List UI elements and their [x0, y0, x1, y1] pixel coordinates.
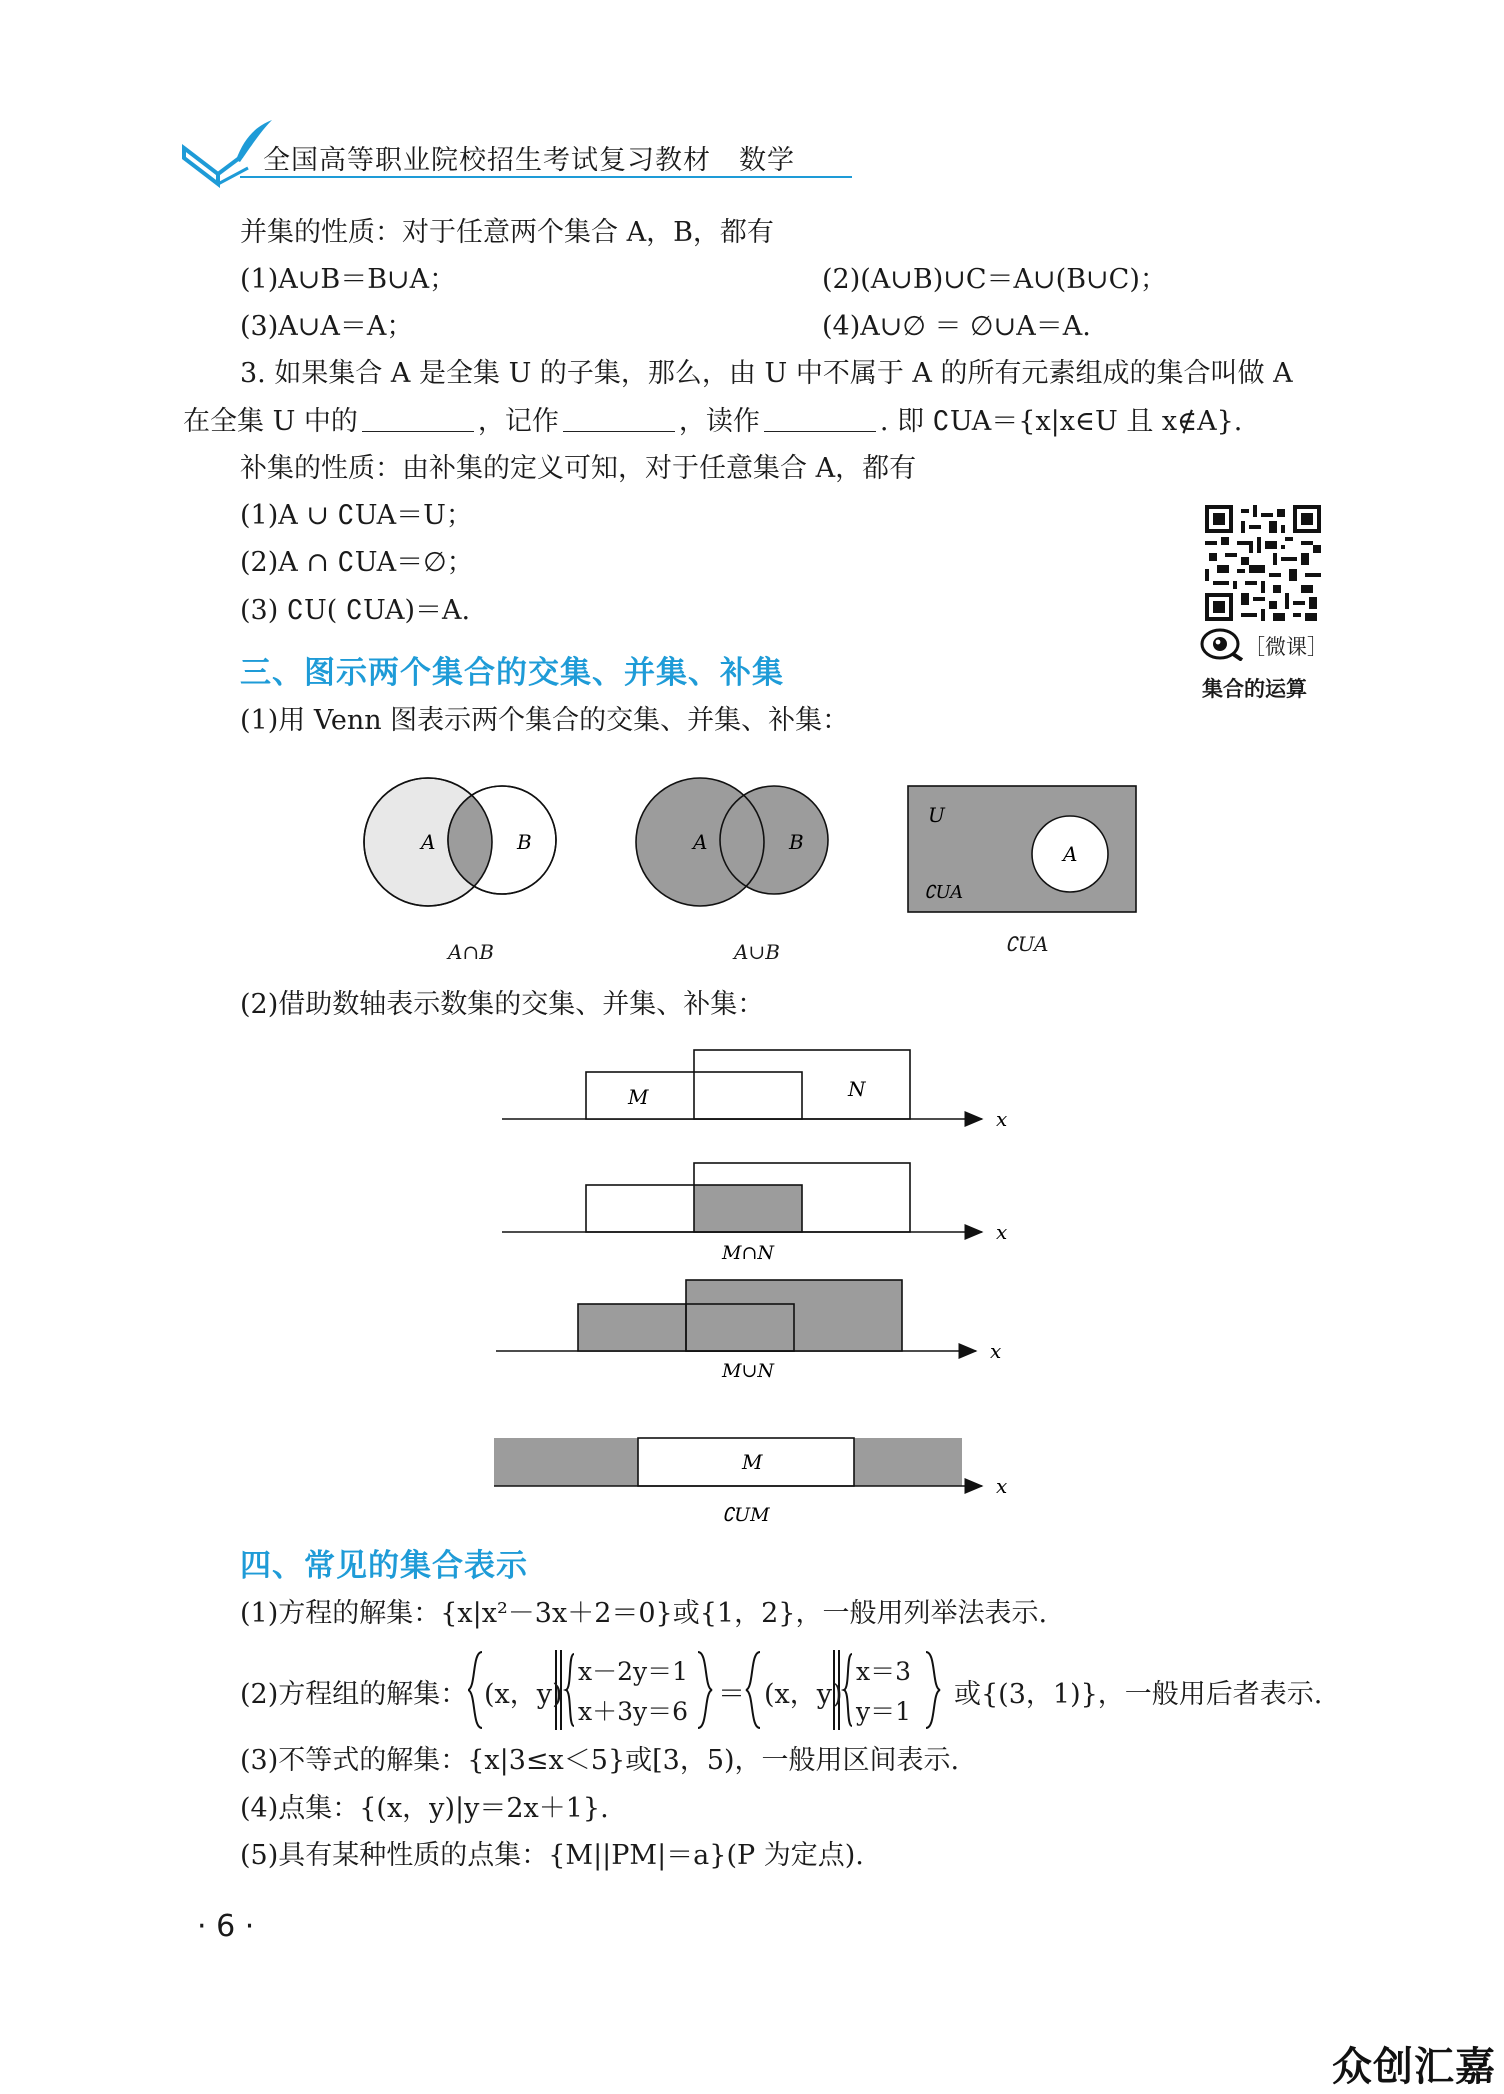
- venn-label-u: U: [928, 803, 945, 827]
- axis-label-x-1: x: [996, 1107, 1008, 1131]
- qr-badge: ［微课］: [1244, 635, 1328, 659]
- venn-label-a: A: [421, 830, 436, 854]
- section-4-item-3: (3)不等式的解集：{x|3≤x＜5}或[3，5)，一般用区间表示.: [240, 1745, 960, 1776]
- section-3-item-1: (1)用 Venn 图表示两个集合的交集、并集、补集：: [240, 705, 850, 736]
- axis-label-m-2: M: [742, 1450, 763, 1474]
- axis-label-x-4: x: [996, 1474, 1008, 1498]
- axis-complement: [494, 1438, 1007, 1526]
- section-3-item-2: (2)借助数轴表示数集的交集、并集、补集：: [240, 989, 765, 1020]
- book-title: 全国高等职业院校招生考试复习教材: [263, 145, 711, 176]
- section-4-item-1: (1)方程的解集：{x|x²－3x＋2＝0}或{1，2}，一般用列举法表示.: [240, 1598, 1048, 1629]
- caption-complement: ∁UA: [1005, 932, 1049, 956]
- venn-complement-label-a: A: [1063, 842, 1078, 866]
- union-prop-3: (3)A∪A＝A；: [240, 311, 414, 342]
- axis-label-x-3: x: [990, 1339, 1002, 1363]
- venn-union-label-a: A: [693, 830, 708, 854]
- venn-union: [632, 760, 842, 930]
- qr-code-icon[interactable]: [1205, 505, 1321, 621]
- complement-def-line1: 3. 如果集合 A 是全集 U 的子集，那么，由 U 中不属于 A 的所有元素组成的集合叫做 A: [240, 358, 1293, 389]
- union-prop-4: (4)A∪∅ ＝ ∅∪A＝A.: [822, 311, 1091, 342]
- venn-complement: [906, 784, 1138, 914]
- axis-label-x-2: x: [996, 1220, 1008, 1244]
- book-subject: 数学: [739, 145, 795, 176]
- number-line-diagrams: [490, 1040, 1020, 1540]
- fill-blank-1: [362, 407, 474, 432]
- header-title: [263, 138, 795, 177]
- header-rule: [240, 176, 852, 178]
- section-4-item-4: (4)点集：{(x，y)|y＝2x＋1}.: [240, 1793, 609, 1824]
- fill-blank-3: [764, 407, 876, 432]
- section-4-item-5: (5)具有某种性质的点集：{M||PM|＝a}(P 为定点).: [240, 1840, 864, 1871]
- watermark: 众创汇嘉: [1332, 2044, 1496, 2090]
- axis-union: [496, 1280, 1001, 1382]
- eye-icon: [1200, 627, 1244, 661]
- union-prop-2: (2)(A∪B)∪C＝A∪(B∪C)；: [822, 264, 1167, 295]
- axis-caption-complement: ∁UM: [722, 1504, 770, 1526]
- axis-intersection: [502, 1163, 1007, 1264]
- axis-label-n: N: [848, 1077, 866, 1101]
- complement-def-line2: 在全集 U 中的 ，记作 ，读作 . 即 ∁UA＝{x|x∈U 且 x∉A}.: [183, 406, 1243, 437]
- venn-union-label-b: B: [789, 830, 804, 854]
- page-number: · 6 ·: [197, 1909, 255, 1944]
- complement-props-intro: 补集的性质：由补集的定义可知，对于任意集合 A，都有: [240, 453, 917, 484]
- complement-prop-3: (3) ∁U( ∁UA)＝A.: [240, 595, 471, 626]
- section-4-title: 四、常见的集合表示: [240, 1548, 528, 1584]
- venn-label-b: B: [517, 830, 532, 854]
- qr-title[interactable]: 集合的运算: [1202, 677, 1307, 701]
- complement-prop-1: (1)A ∪ ∁UA＝U；: [240, 500, 473, 531]
- caption-union: A∪B: [734, 940, 780, 964]
- venn-intersection: [360, 760, 570, 930]
- axis-caption-union: M∪N: [722, 1360, 774, 1382]
- union-prop-1: (1)A∪B＝B∪A；: [240, 264, 457, 295]
- complement-prop-2: (2)A ∩ ∁UA＝∅；: [240, 547, 474, 578]
- axis-caption-intersection: M∩N: [722, 1242, 774, 1264]
- axis-label-m: M: [628, 1085, 649, 1109]
- section-3-title: 三、图示两个集合的交集、并集、补集: [240, 655, 784, 691]
- union-props-intro: 并集的性质：对于任意两个集合 A，B，都有: [240, 217, 774, 248]
- fill-blank-2: [563, 407, 675, 432]
- venn-label-cua: ∁UA: [924, 882, 964, 903]
- axis-sets-m-n: [502, 1050, 1007, 1131]
- caption-intersection: A∩B: [448, 940, 494, 964]
